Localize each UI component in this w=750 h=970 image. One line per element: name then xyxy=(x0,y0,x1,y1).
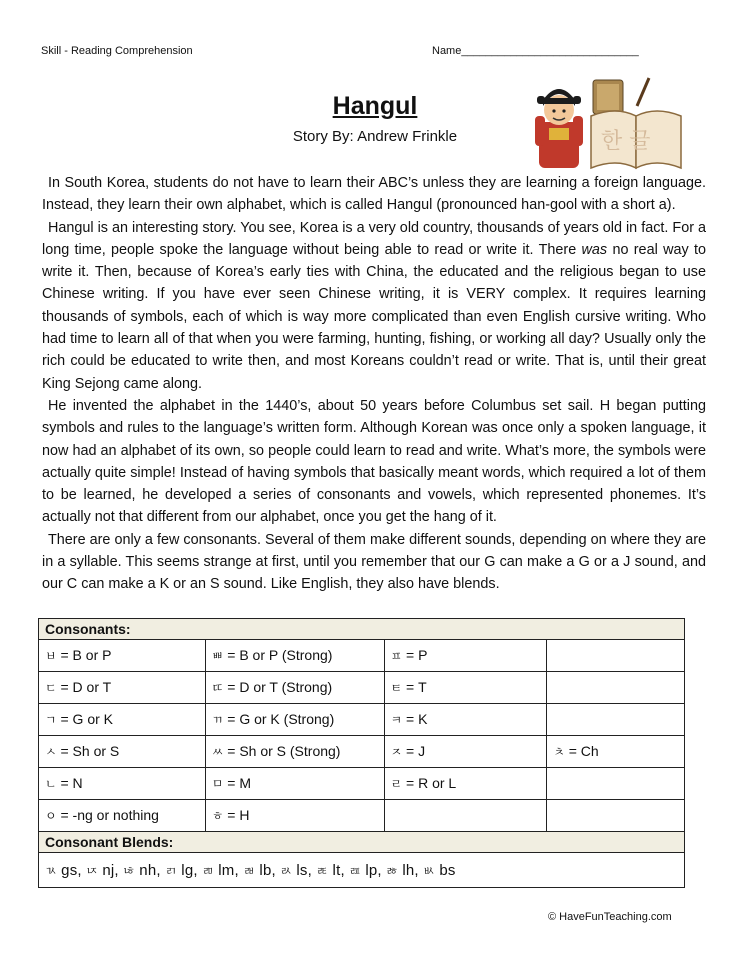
story-paragraph-2: Hangul is an interesting story. You see, Korea is a very old country, thousands of years old in fact. For a long time, people spoke the language without being able to read or write it. There was no real way to write it. Then, because of Korea’s early ties with China, the educated and the religious began to use Chinese writing. If you have ever seen Chinese writing, it is VERY complex. It requires learning thousands of symbols, each of which is way more complicated than even English cursive writing. Who had time to learn all of that when you were farming, hunting, fishing, or working all day? Usually only the rich could be educated to write then, and most Koreans couldn’t read or write. That is, until their great King Sejong came along. xyxy=(42,219,706,392)
table-row xyxy=(39,640,685,672)
table-row xyxy=(39,800,685,832)
table-cell xyxy=(547,800,685,832)
table-cell: ㄴ = N xyxy=(39,768,206,800)
table-row xyxy=(39,736,685,768)
table-cell: ㅎ = H xyxy=(205,800,384,832)
table-cell: ㅈ = J xyxy=(384,736,547,768)
table-cell: ㄸ = D or T (Strong) xyxy=(205,672,384,704)
table-cell: ㅂ = B or P xyxy=(39,640,206,672)
table-cell: ㅊ = Ch xyxy=(547,736,685,768)
korean-king-and-book-illustration xyxy=(531,76,683,172)
story-paragraph-4: There are only a few consonants. Several of them make different sounds, depending on where they are in a syllable. This seems strange at first, until you remember that our G can make a G or a J sound, and our C can make a K or an S sound. Like English, they also have blends. xyxy=(42,531,706,593)
table-cell: ㅁ = M xyxy=(205,768,384,800)
table-cell: ㅅ = Sh or S xyxy=(39,736,206,768)
skill-label: Skill - Reading Comprehension xyxy=(41,45,193,57)
page-title: Hangul xyxy=(332,92,418,120)
consonants-table xyxy=(38,618,685,888)
table-cell xyxy=(547,640,685,672)
copyright-footer: © HaveFunTeaching.com xyxy=(548,911,672,923)
table-cell: ㄷ = D or T xyxy=(39,672,206,704)
byline: Story By: Andrew Frinkle xyxy=(292,128,458,145)
table-cell: ㅍ = P xyxy=(384,640,547,672)
table-cell: ㅆ = Sh or S (Strong) xyxy=(205,736,384,768)
table-cell xyxy=(384,800,547,832)
story-paragraph-3: He invented the alphabet in the 1440’s, about 50 years before Columbus set sail. H began putting symbols and rules to the language’s written form. Although Korean was once only a spoken language, it now had an alphabet of its own, so people could learn to read and write. What’s more, the symbols were actually quite simple! Instead of having symbols that basically meant words, which required a lot of them to be learned, he developed a series of consonants and vowels, which represented phonemes. It’s actually not that different from our alphabet, once you get the hang of it. xyxy=(42,397,706,526)
table-cell: ㅇ = -ng or nothing xyxy=(39,800,206,832)
consonant-blends-list: ㄳ gs, ㄵ nj, ㄶ nh, ㄺ lg, ㄻ lm, ㄼ lb, ㄽ ls, ㄾ lt, ㄿ lp, ㅀ lh, ㅄ bs xyxy=(39,853,685,888)
table-row xyxy=(39,672,685,704)
consonant-blends-header: Consonant Blends: xyxy=(39,832,685,853)
book-text: 한 글 xyxy=(601,129,651,154)
table-cell: ㅋ = K xyxy=(384,704,547,736)
table-row xyxy=(39,768,685,800)
table-cell xyxy=(547,768,685,800)
table-row xyxy=(39,704,685,736)
consonants-header: Consonants: xyxy=(39,619,685,640)
name-field: Name_____________________________ xyxy=(432,45,639,57)
story-text xyxy=(42,172,706,596)
story-paragraph-1: In South Korea, students do not have to learn their ABC’s unless they are learning a foreign language. Instead, they learn their own alphabet, which is called Hangul (pronounced han-gool with a short a). xyxy=(42,175,706,214)
table-cell: ㄲ = G or K (Strong) xyxy=(205,704,384,736)
blends-row xyxy=(39,853,685,888)
table-cell: ㅌ = T xyxy=(384,672,547,704)
table-cell xyxy=(547,672,685,704)
table-cell xyxy=(547,704,685,736)
table-cell: ㅃ = B or P (Strong) xyxy=(205,640,384,672)
table-cell: ㄱ = G or K xyxy=(39,704,206,736)
table-cell: ㄹ = R or L xyxy=(384,768,547,800)
